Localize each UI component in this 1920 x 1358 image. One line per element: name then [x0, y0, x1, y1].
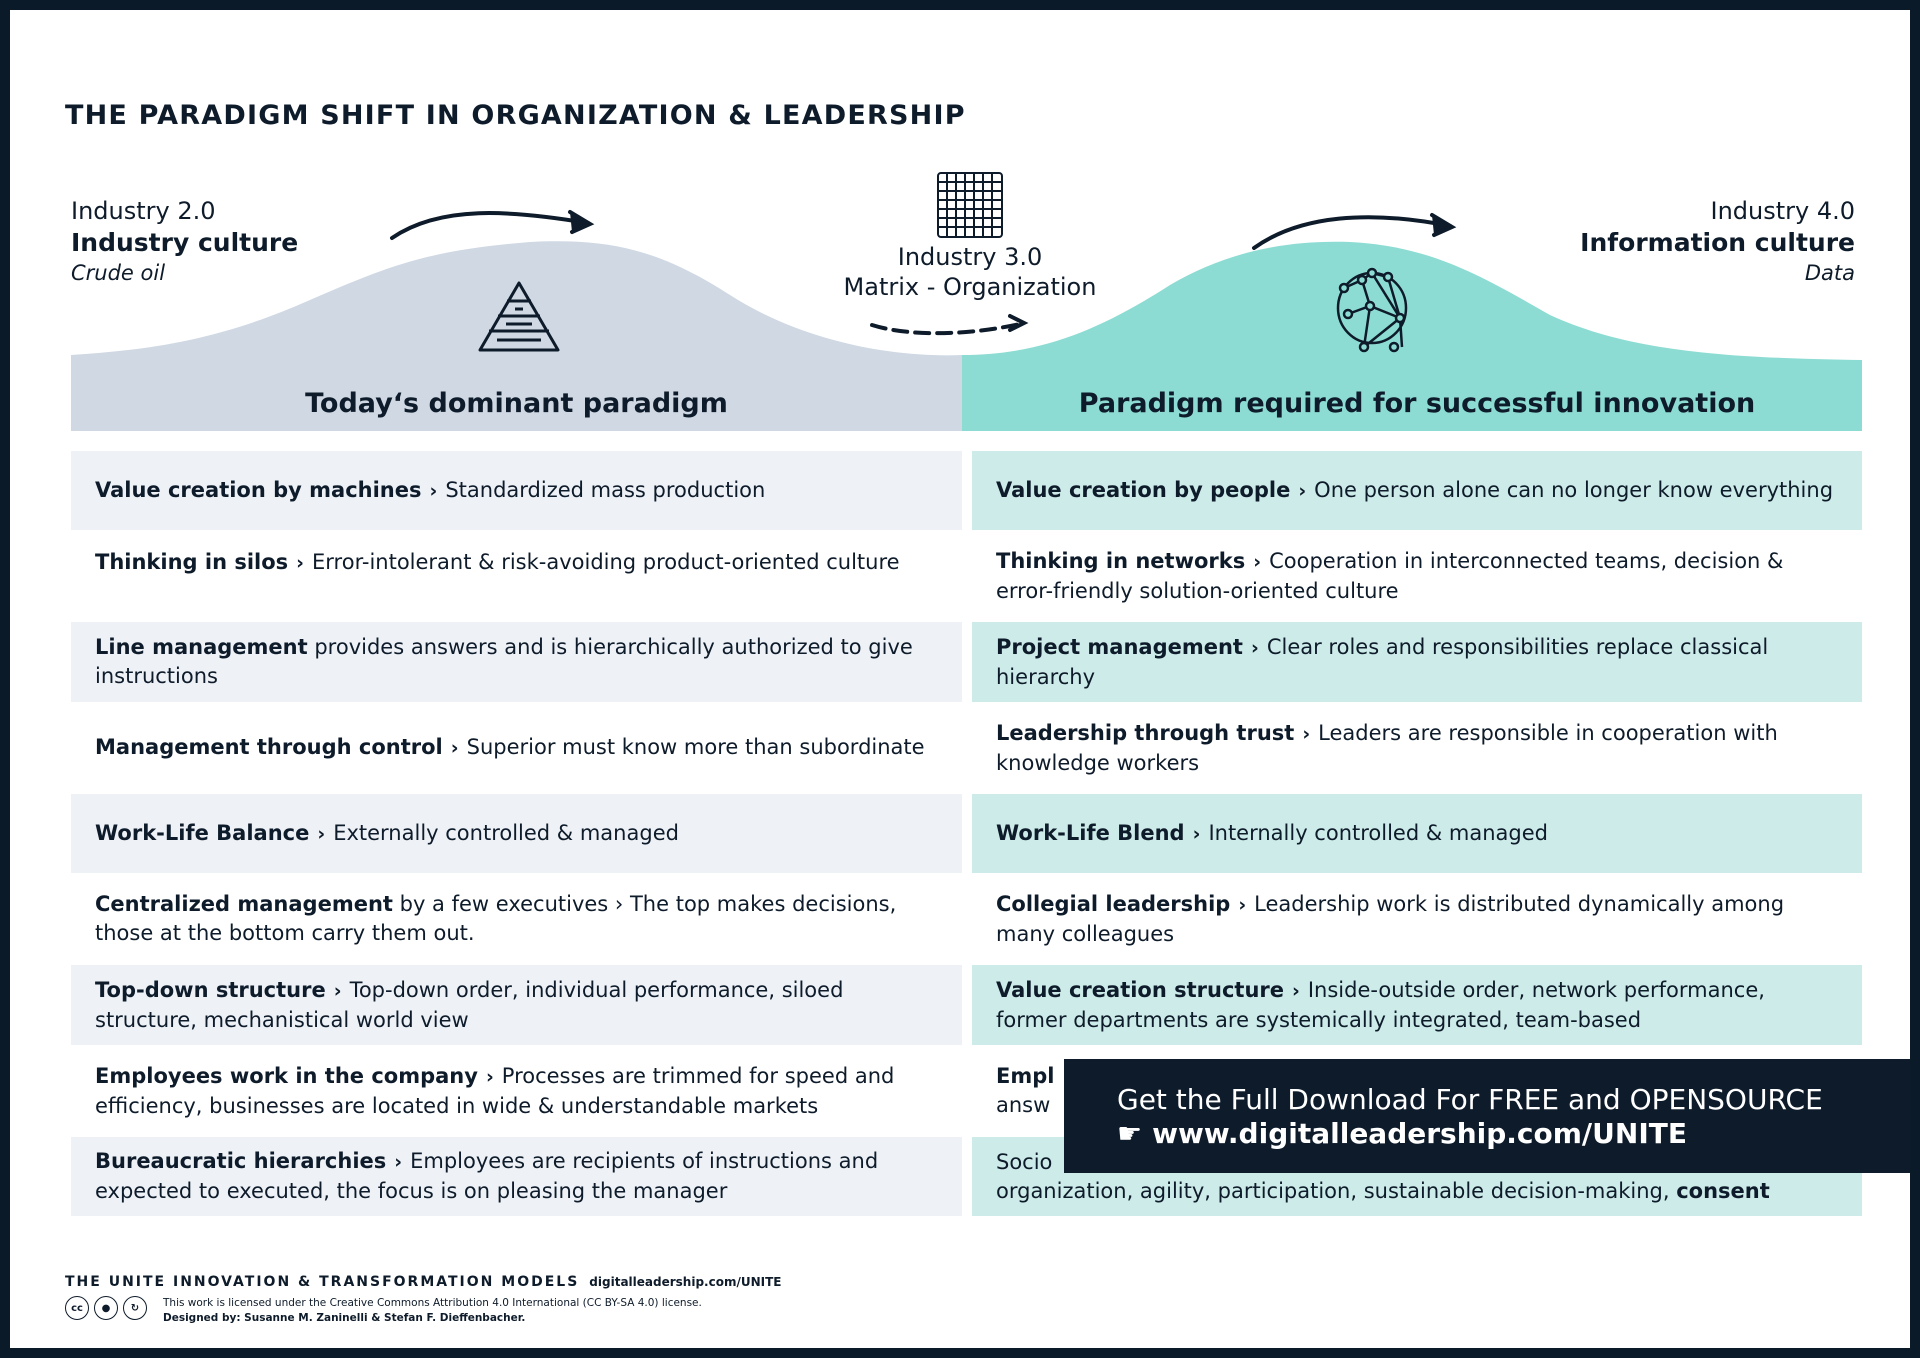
- license-icons: [65, 1296, 147, 1320]
- dashed-arrow-icon: [872, 316, 1024, 333]
- era-culture: Information culture: [1580, 228, 1855, 257]
- list-item: Empl answ: [972, 1045, 1862, 1137]
- attribution-icon: ●: [94, 1296, 118, 1320]
- banner-headline: Get the Full Download For FREE and OPENSOURCE: [1117, 1083, 1823, 1116]
- era-label: Industry 2.0: [71, 197, 216, 225]
- banner-url[interactable]: www.digitalleadership.com/UNITE: [1152, 1117, 1687, 1150]
- list-item: Work-Life Balance › Externally controlled & managed: [71, 794, 962, 873]
- list-item: Management through control › Superior must know more than subordinate: [71, 702, 962, 794]
- era-industry-3: [820, 242, 1120, 302]
- era-culture: Matrix - Organization: [843, 273, 1097, 301]
- arrow-left-icon: [392, 212, 590, 238]
- list-item: Top-down structure › Top-down order, individual performance, siloed structure, mechanistical world view: [71, 965, 962, 1045]
- list-item: Value creation by machines › Standardized mass production: [71, 451, 962, 530]
- list-item: Thinking in silos › Error-intolerant & risk-avoiding product-oriented culture: [71, 530, 962, 622]
- era-resource: Data: [1804, 261, 1855, 285]
- share-alike-icon: ↻: [123, 1296, 147, 1320]
- left-paradigm-list: [71, 441, 962, 1216]
- page-title: THE PARADIGM SHIFT IN ORGANIZATION & LEADERSHIP: [65, 100, 966, 131]
- list-item: Value creation by people › One person alone can no longer know everything: [972, 451, 1862, 530]
- list-item: Project management › Clear roles and responsibilities replace classical hierarchy: [972, 622, 1862, 702]
- download-banner[interactable]: [1064, 1059, 1910, 1173]
- list-item: Leadership through trust › Leaders are responsible in cooperation with knowledge workers: [972, 702, 1862, 794]
- era-industry-4: [1580, 196, 1855, 289]
- list-item: Work-Life Blend › Internally controlled & managed: [972, 794, 1862, 873]
- list-item: Employees work in the company › Processes are trimmed for speed and efficiency, businesses are located in wide & understandable markets: [71, 1045, 962, 1137]
- era-resource: Crude oil: [71, 261, 166, 285]
- footer-url[interactable]: digitalleadership.com/UNITE: [589, 1275, 782, 1289]
- list-item: Collegial leadership › Leadership work is distributed dynamically among many colleagues: [972, 873, 1862, 965]
- license-text: This work is licensed under the Creative Commons Attribution 4.0 International (CC BY-SA 4.0) license.: [163, 1297, 702, 1309]
- left-column-header: Today‘s dominant paradigm: [305, 387, 728, 419]
- list-item: Bureaucratic hierarchies › Employees are recipients of instructions and expected to executed, the focus is on pleasing the manager: [71, 1137, 962, 1216]
- footer: [65, 1274, 781, 1326]
- era-culture: Industry culture: [71, 228, 299, 257]
- list-item: Centralized management by a few executives › The top makes decisions, those at the bottom carry them out.: [71, 873, 962, 965]
- era-industry-2: [71, 196, 298, 289]
- infographic-page: [10, 10, 1910, 1348]
- era-label: Industry 3.0: [897, 243, 1043, 271]
- matrix-grid-icon: [938, 173, 1002, 237]
- cc-icon: cc: [65, 1296, 89, 1320]
- list-item: Thinking in networks › Cooperation in interconnected teams, decision & error-friendly solution-oriented culture: [972, 530, 1862, 622]
- list-item: Socio organization, agility, participation, sustainable decision-making, consent: [972, 1137, 1862, 1216]
- list-item: Value creation structure › Inside-outside order, network performance, former departments are systemically integrated, team-based: [972, 965, 1862, 1045]
- pointing-hand-icon: ☛: [1117, 1117, 1143, 1150]
- footer-brand: THE UNITE INNOVATION & TRANSFORMATION MODELS digitalleadership.com/UNITE: [65, 1274, 782, 1290]
- era-label: Industry 4.0: [1710, 197, 1855, 225]
- right-column-header: Paradigm required for successful innovation: [1078, 387, 1756, 419]
- designed-by: Designed by: Susanne M. Zaninelli & Stefan F. Dieffenbacher.: [163, 1312, 526, 1324]
- banner-link[interactable]: [1117, 1117, 1910, 1151]
- list-item: Line management provides answers and is hierarchically authorized to give instructions: [71, 622, 962, 702]
